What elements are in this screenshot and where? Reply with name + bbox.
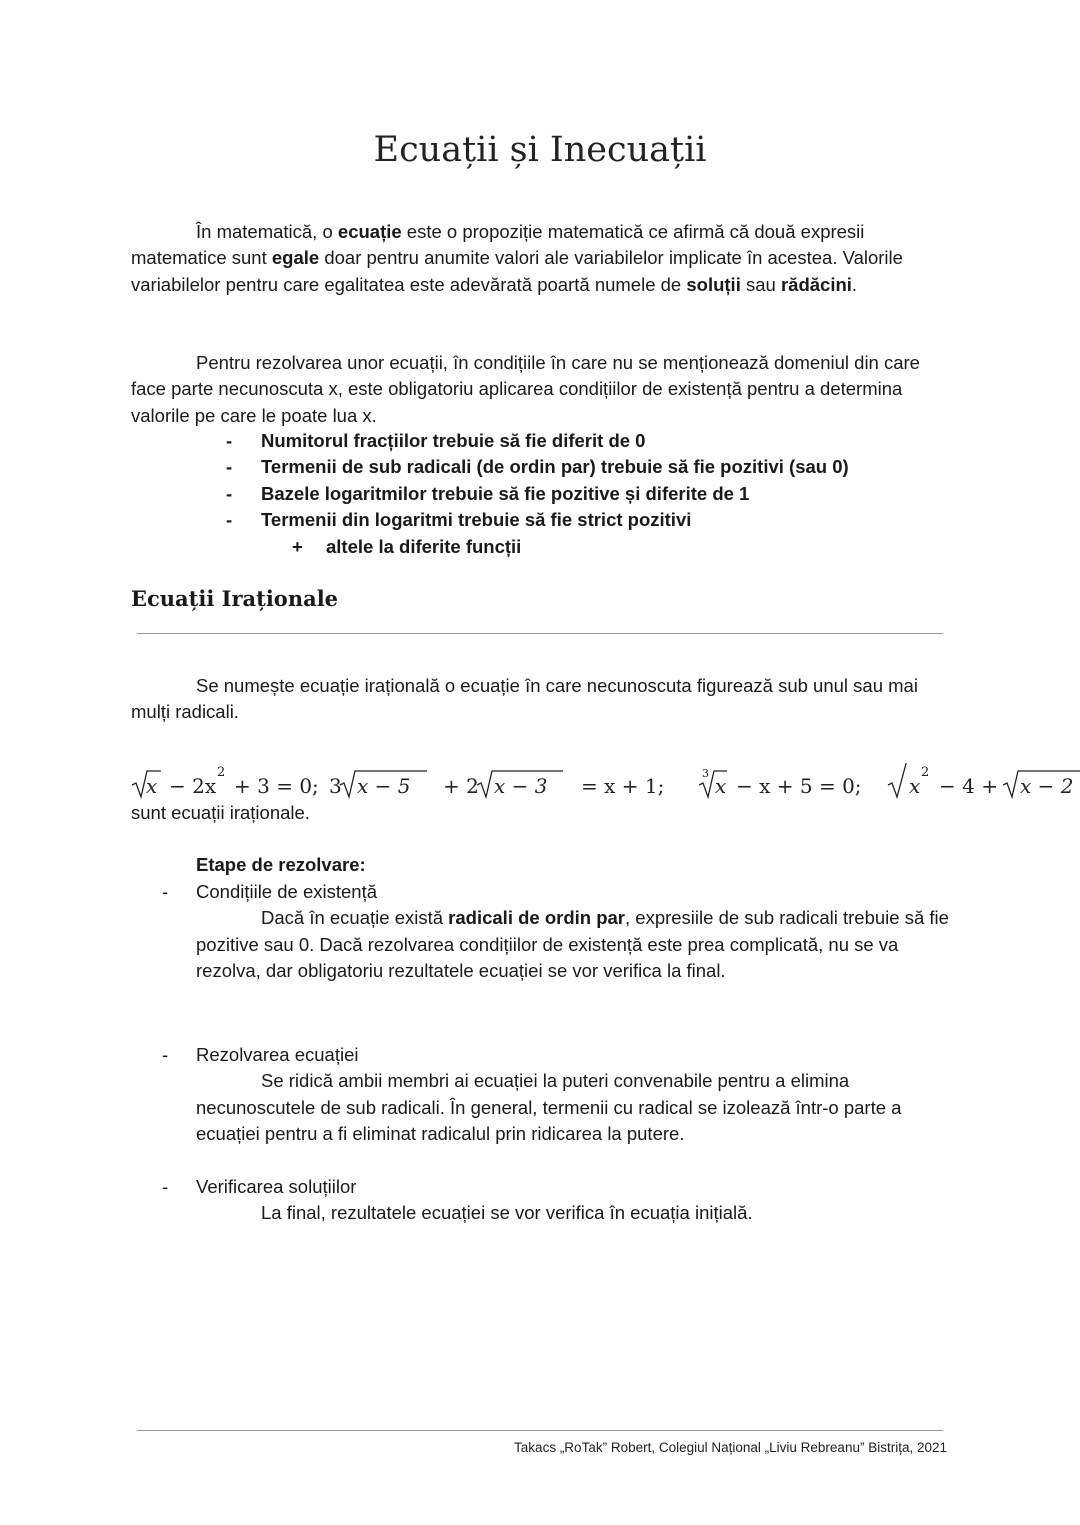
intro-paragraph-1 <box>131 219 931 298</box>
math-term: − x + 5 = 0; <box>736 774 862 798</box>
equation-examples <box>131 763 1080 803</box>
intro-text: este o propoziție matematică ce afirmă că două expresii matematice sunt <box>131 221 865 269</box>
step-title <box>160 1174 950 1200</box>
intro-paragraph-2 <box>131 350 931 429</box>
section-divider <box>137 633 943 634</box>
math-var: x <box>715 774 727 798</box>
dash-bullet: - <box>226 430 233 451</box>
step-title <box>160 1042 950 1068</box>
list-item-text: Termenii din logaritmi trebuie să fie strict pozitivi <box>261 509 692 531</box>
dash-bullet: - <box>162 1044 169 1065</box>
math-exponent: 2 <box>217 765 226 780</box>
dash-bullet: - <box>162 881 169 902</box>
term-solutii: soluții <box>686 273 741 295</box>
math-var: x <box>909 774 921 798</box>
list-item-text: Termenii de sub radicali (de ordin par) trebuie să fie pozitivi (sau 0) <box>261 456 849 478</box>
math-exponent: 2 <box>921 765 930 780</box>
step-text: Se ridică ambii membri ai ecuației la puteri convenabile pentru a elimina necunoscutele de sub radicali. În general, termenii cu radical se izolează într-o parte a ecuației pentru a fi eliminat radicalul prin ridicarea la putere. <box>196 1070 902 1145</box>
step-verification <box>160 1174 950 1227</box>
intro-text: sau <box>740 273 781 295</box>
step-title-text: Condițiile de existență <box>196 881 377 902</box>
math-var: x <box>146 774 158 798</box>
plus-item-text: altele la diferite funcții <box>326 536 522 557</box>
step-text: La final, rezultatele ecuației se vor verifica în ecuația inițială. <box>261 1202 753 1224</box>
examples-caption: sunt ecuații iraționale. <box>131 802 310 823</box>
list-item <box>226 481 849 507</box>
intro-text: . <box>851 273 858 295</box>
step-body <box>160 1068 950 1147</box>
step-title <box>160 879 950 905</box>
step-body <box>160 905 950 984</box>
footer-credit: Takacs „RoTak” Robert, Colegiul Național „Liviu Rebreanu” Bistrița, 2021 <box>514 1440 947 1455</box>
math-radicand: x − 3 <box>494 774 548 798</box>
step-title-text: Rezolvarea ecuației <box>196 1044 359 1065</box>
intro-text: Pentru rezolvarea unor ecuații, în condițiile în care nu se menționează domeniul din care face parte necunoscuta x, este obligatoriu aplicarea condițiilor de existență pentru a determina valorile pe care le poate lua x. <box>131 352 920 426</box>
footer-divider <box>137 1430 943 1431</box>
root-index: 3 <box>702 767 709 780</box>
plus-item <box>292 534 521 560</box>
step-title-text: Verificarea soluțiilor <box>196 1176 357 1197</box>
step-body <box>160 1200 950 1226</box>
definition-paragraph <box>131 673 931 726</box>
list-item <box>226 428 849 454</box>
steps-heading: Etape de rezolvare: <box>196 854 366 875</box>
step-text: , expresiile de sub radicali trebuie să fie pozitive sau 0. Dacă rezolvarea condițiilor de existență este prea complicată, nu se va rezolva, dar obligatoriu rezultatele ecuației se vor verifica la final. <box>196 907 949 982</box>
existence-conditions-list <box>226 428 849 534</box>
page-title: Ecuații și Inecuații <box>373 130 707 170</box>
math-term: = x + 1; <box>581 774 665 798</box>
dash-bullet: - <box>162 1176 169 1197</box>
list-item <box>226 454 849 480</box>
intro-text: În matematică, o <box>196 221 338 242</box>
math-term: − 2x <box>169 774 217 798</box>
definition-text: Se numește ecuație irațională o ecuație în care necunoscuta figurează sub unul sau mai mulți radicali. <box>131 675 918 723</box>
math-term: + 2 <box>443 774 479 798</box>
equations-svg <box>131 763 1080 803</box>
term-radicali-ordin-par: radicali de ordin par <box>448 907 625 929</box>
math-radicand: x − 5 <box>357 774 411 798</box>
list-item <box>226 507 849 533</box>
math-term: + 3 = 0; <box>234 774 319 798</box>
step-conditions <box>160 879 950 985</box>
math-term: − 4 + <box>939 774 998 798</box>
dash-bullet: - <box>226 509 233 531</box>
list-item-text: Numitorul fracțiilor trebuie să fie diferit de 0 <box>261 430 646 451</box>
intro-text: doar pentru anumite valori ale variabilelor implicate în acestea. Valorile variabilelor pentru care egalitatea este adevărată poartă numele de <box>131 247 903 295</box>
step-text: Dacă în ecuație există <box>261 907 449 929</box>
step-solving <box>160 1042 950 1148</box>
term-radacini: rădăcini <box>780 273 852 295</box>
dash-bullet: - <box>226 456 233 478</box>
plus-bullet: + <box>292 536 303 557</box>
term-ecuatie: ecuație <box>337 221 402 242</box>
math-coef: 3 <box>329 774 342 798</box>
list-item-text: Bazele logaritmilor trebuie să fie pozitive și diferite de 1 <box>261 482 750 504</box>
dash-bullet: - <box>226 482 233 504</box>
math-radicand: x − 2 <box>1020 774 1074 798</box>
section-heading: Ecuații Iraționale <box>131 586 339 611</box>
term-egale: egale <box>271 247 320 269</box>
